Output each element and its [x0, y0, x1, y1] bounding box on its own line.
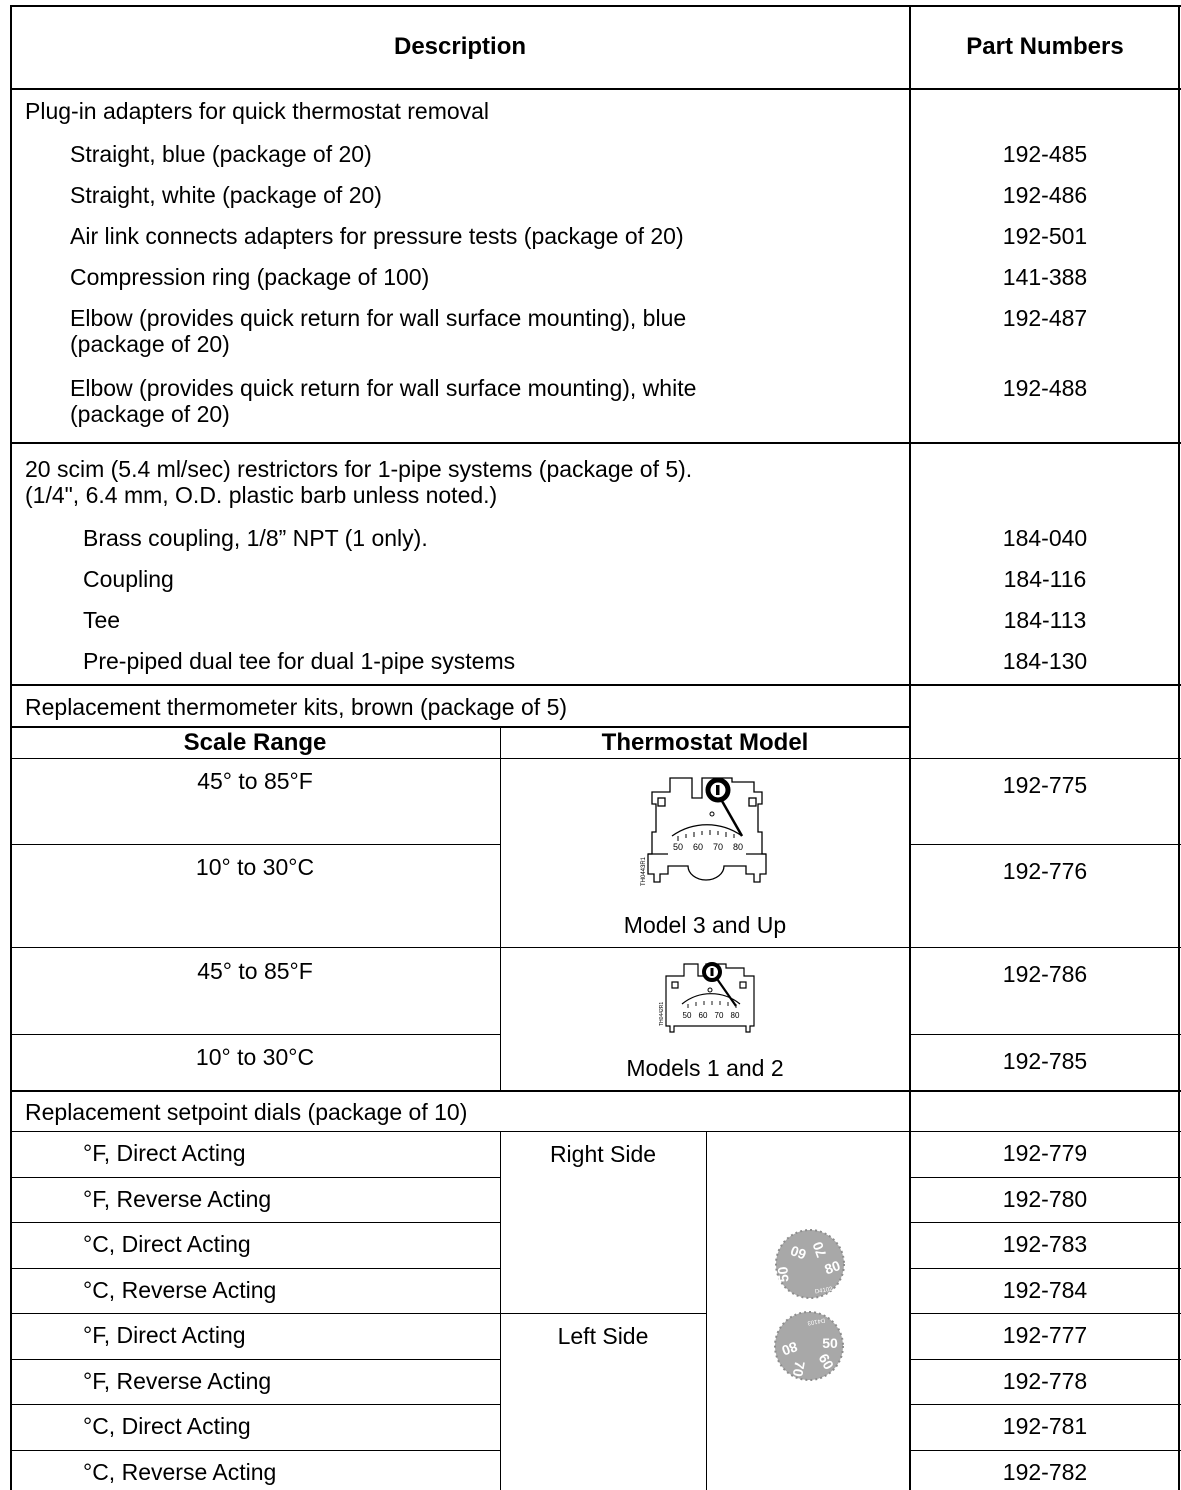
part-number: 192-501 [1002, 223, 1088, 249]
dial-code: D4102 [814, 1286, 834, 1296]
header-description: Description [393, 33, 527, 60]
part-number: 192-775 [1002, 772, 1088, 798]
part-number: 192-776 [1002, 858, 1088, 884]
dial-number: 80 [822, 1257, 843, 1278]
dial-row-divider [10, 1177, 500, 1178]
part-number: 184-113 [1003, 607, 1087, 633]
part-number: 141-388 [1002, 264, 1088, 290]
list-item: Tee [83, 607, 121, 633]
thermo-row-divider-1 [10, 844, 500, 845]
dial-row-desc: °F, Reverse Acting [83, 1185, 272, 1212]
scale-tick: 70 [712, 842, 724, 852]
part-number: 192-487 [1002, 305, 1088, 331]
list-item: Elbow (provides quick return for wall surface mounting), white [70, 375, 697, 401]
figure-code: TH0443R1 [641, 856, 647, 886]
dial-row-desc: °F, Reverse Acting [83, 1367, 272, 1394]
section-divider-2 [10, 684, 1181, 686]
list-item: Straight, blue (package of 20) [70, 141, 372, 167]
dial-row-desc: °C, Direct Acting [83, 1231, 251, 1257]
part-number: 192-783 [1002, 1231, 1088, 1257]
part-number: 184-116 [1003, 566, 1087, 592]
part-number: 192-785 [1002, 1048, 1088, 1074]
section-divider-1 [10, 442, 1181, 444]
dial-row-divider [10, 1404, 500, 1405]
restrictors-title-2: (1/4", 6.4 mm, O.D. plastic barb unless noted.) [25, 482, 498, 508]
dial-number: 70 [789, 1359, 809, 1378]
left-side-label: Left Side [557, 1323, 649, 1349]
dial-row-divider [10, 1359, 500, 1360]
part-number: 192-781 [1002, 1413, 1088, 1439]
dial-number: 50 [822, 1335, 838, 1351]
dial-number: 70 [809, 1239, 830, 1260]
dial-number: 50 [774, 1265, 792, 1283]
dial-row-divider [10, 1222, 500, 1223]
list-item-cont: (package of 20) [70, 331, 230, 357]
col-scale-range: Scale Range [183, 729, 327, 756]
scale-tick: 80 [732, 842, 744, 852]
list-item: Pre-piped dual tee for dual 1-pipe systems [83, 648, 516, 674]
dial-row-divider [10, 1268, 500, 1269]
thermo-row-divider-2b [910, 1034, 1181, 1035]
dial-row-divider [10, 1450, 500, 1451]
section-divider-3 [10, 1090, 1181, 1092]
restrictors-title-1: 20 scim (5.4 ml/sec) restrictors for 1-pipe systems (package of 5). [25, 456, 693, 482]
model-label: Model 3 and Up [623, 912, 787, 938]
scale-range: 10° to 30°C [195, 854, 315, 880]
list-item: Elbow (provides quick return for wall surface mounting), blue [70, 305, 687, 331]
frame-top [10, 5, 1181, 7]
thermostat-models1-2-figure [660, 960, 760, 1040]
thermo-row-divider-1b [910, 844, 1181, 845]
model-label: Models 1 and 2 [626, 1055, 784, 1081]
scale-tick: 80 [730, 1011, 740, 1020]
list-item: Straight, white (package of 20) [70, 182, 382, 208]
part-number: 192-777 [1002, 1322, 1088, 1348]
part-number: 192-486 [1002, 182, 1088, 208]
scale-tick: 50 [682, 1011, 692, 1020]
part-number: 192-784 [1002, 1276, 1088, 1303]
part-number: 192-488 [1002, 375, 1088, 401]
dial-number: 60 [815, 1350, 838, 1373]
dial-row-desc: °C, Reverse Acting [83, 1276, 277, 1303]
list-item: Coupling [83, 566, 174, 592]
dials-col-2 [706, 1131, 707, 1490]
thermo-col-divider [500, 727, 501, 1091]
part-number: 192-786 [1002, 961, 1088, 987]
thermometers-title: Replacement thermometer kits, brown (package of 5) [25, 694, 568, 720]
list-item: Air link connects adapters for pressure tests (package of 20) [70, 223, 684, 249]
scale-range: 45° to 85°F [197, 958, 313, 984]
scale-tick: 60 [692, 842, 704, 852]
thermostat-model3-figure [642, 774, 772, 892]
thermo-group-divider [10, 947, 1181, 948]
part-number: 192-485 [1002, 141, 1088, 167]
setpoint-dial-left-icon [770, 1308, 848, 1384]
col-thermostat-model: Thermostat Model [601, 729, 809, 756]
adapters-title: Plug-in adapters for quick thermostat removal [25, 98, 490, 124]
dial-part-divider [910, 1359, 1181, 1360]
header-part-numbers: Part Numbers [966, 33, 1124, 60]
dial-row-desc: °C, Reverse Acting [83, 1458, 277, 1485]
dial-row-desc: °F, Direct Acting [83, 1322, 246, 1348]
dial-part-divider [910, 1177, 1181, 1178]
thermo-subheader-top [10, 726, 910, 728]
list-item: Compression ring (package of 100) [70, 264, 430, 290]
dial-row-desc: °F, Direct Acting [83, 1140, 246, 1166]
setpoint-dial-right-icon [772, 1226, 848, 1302]
dials-title: Replacement setpoint dials (package of 10) [25, 1099, 468, 1125]
part-number: 192-782 [1002, 1458, 1088, 1485]
scale-tick: 50 [672, 842, 684, 852]
dials-title-bottom [10, 1131, 1181, 1132]
part-number: 192-780 [1002, 1185, 1088, 1212]
scale-tick: 60 [698, 1011, 708, 1020]
scale-range: 10° to 30°C [195, 1044, 315, 1070]
dial-part-divider [910, 1313, 1181, 1314]
part-number: 184-040 [1002, 525, 1088, 551]
dial-part-divider [910, 1450, 1181, 1451]
thermo-subheader-bottom [10, 758, 1181, 759]
scale-range: 45° to 85°F [197, 768, 313, 794]
dial-code: D4103 [806, 1316, 826, 1326]
thermo-row-divider-2 [10, 1034, 500, 1035]
part-number: 192-778 [1002, 1367, 1088, 1394]
scale-tick: 70 [714, 1011, 724, 1020]
part-number: 192-779 [1002, 1140, 1088, 1166]
dial-part-divider [910, 1404, 1181, 1405]
right-side-label: Right Side [549, 1141, 657, 1167]
dials-side-divider [10, 1313, 707, 1314]
dials-col-1 [500, 1131, 501, 1490]
list-item-cont: (package of 20) [70, 401, 230, 427]
dial-number: 60 [788, 1242, 809, 1263]
list-item: Brass coupling, 1/8” NPT (1 only). [83, 525, 428, 551]
figure-code: TH0442R1 [659, 1001, 665, 1026]
dial-part-divider [910, 1268, 1181, 1269]
header-bottom [10, 88, 1181, 90]
dial-part-divider [910, 1222, 1181, 1223]
dial-number: 80 [779, 1338, 800, 1359]
dial-row-desc: °C, Direct Acting [83, 1413, 251, 1439]
part-number: 184-130 [1002, 648, 1088, 674]
